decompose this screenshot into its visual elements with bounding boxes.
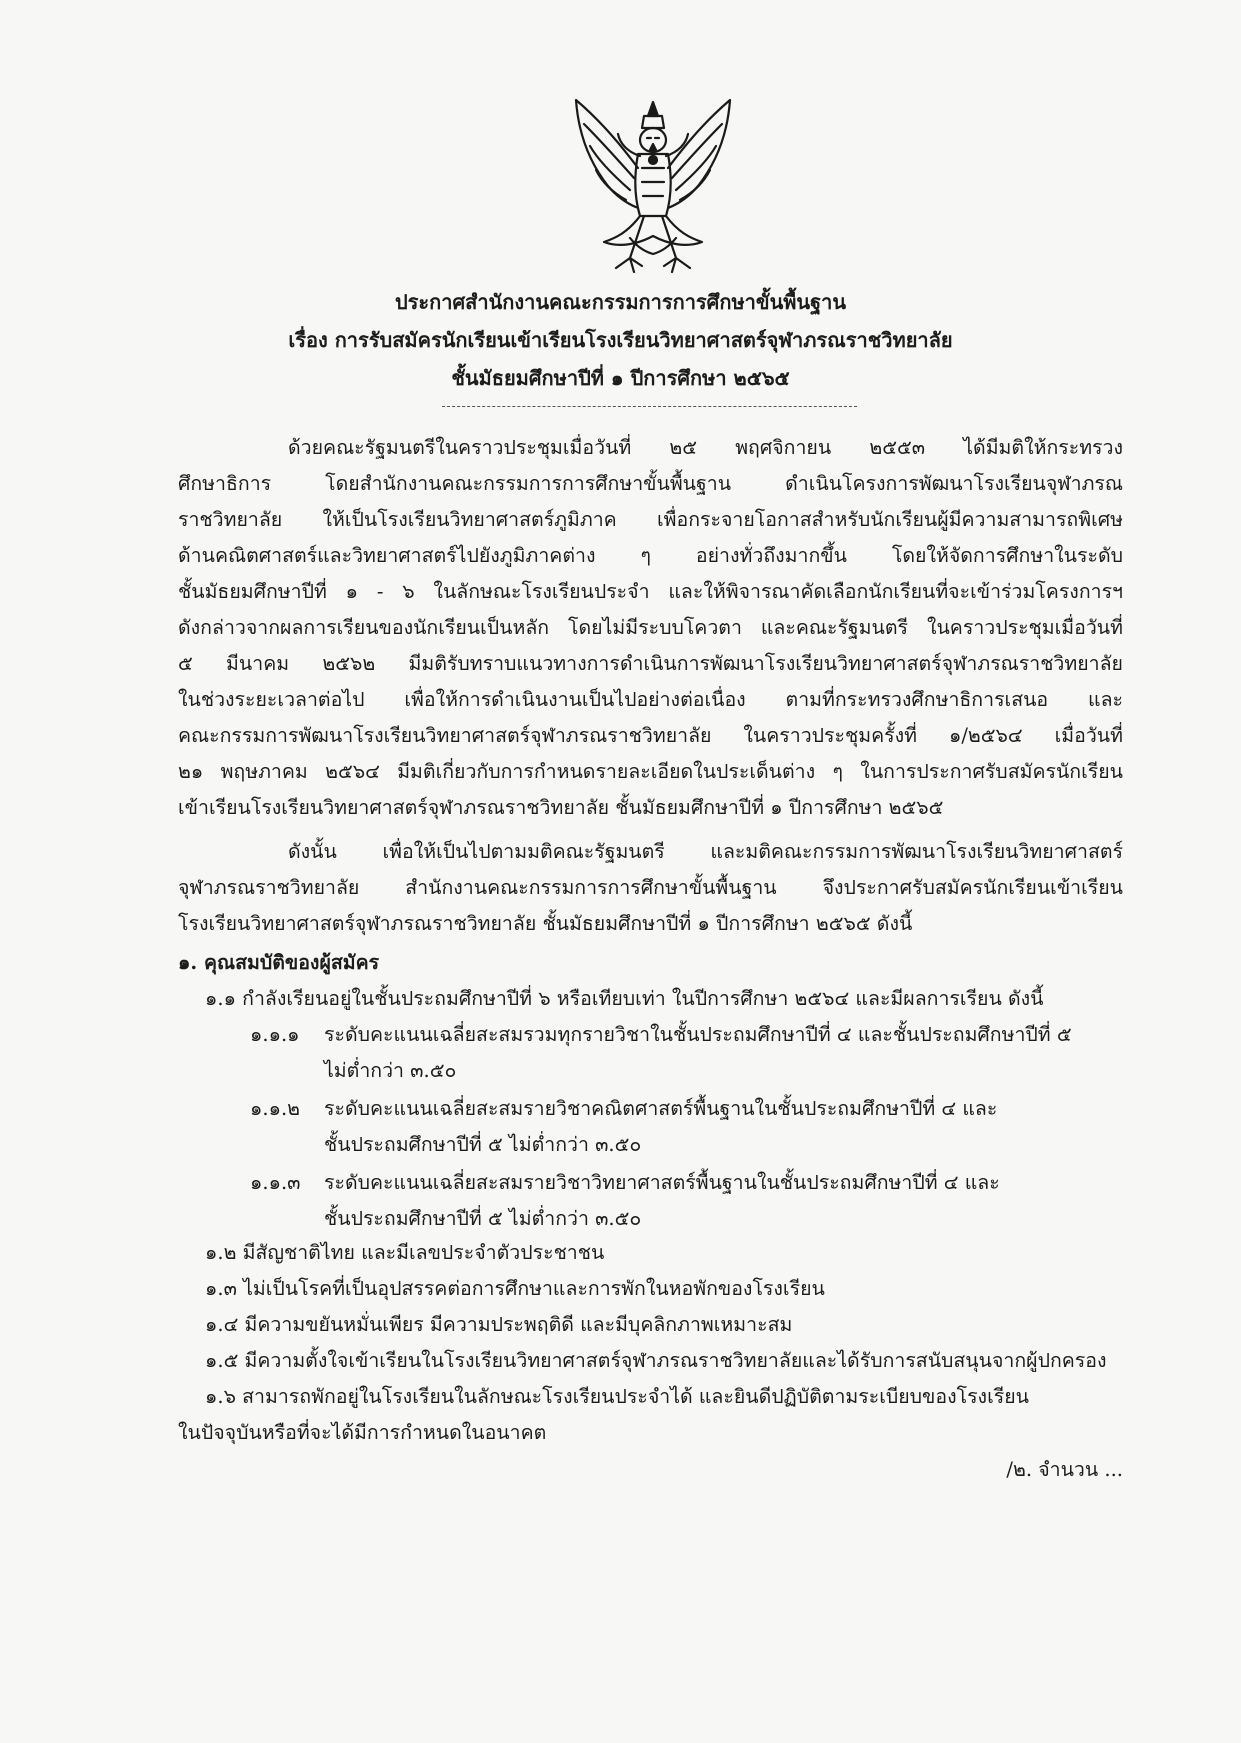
- paragraph-line: จุฬาภรณราชวิทยาลัย สำนักงานคณะกรรมการการศึกษาขั้นพื้นฐาน จึงประกาศรับสมัครนักเรียนเข้าเรียน: [178, 876, 1123, 899]
- announcement-title: [0, 283, 1241, 397]
- item-1-2: ๑.๒ มีสัญชาติไทย และมีเลขประจำตัวประชาชน: [205, 1241, 605, 1264]
- subitem-line: ไม่ต่ำกว่า ๓.๕๐: [324, 1059, 457, 1082]
- paragraph-line: ศึกษาธิการ โดยสำนักงานคณะกรรมการการศึกษาขั้นพื้นฐาน ดำเนินโครงการพัฒนาโรงเรียนจุฬาภรณ: [178, 472, 1123, 495]
- paragraph-line: ๒๑ พฤษภาคม ๒๕๖๔ มีมติเกี่ยวกับการกำหนดรายละเอียดในประเด็นต่าง ๆ ในการประกาศรับสมัครนักเรียน: [178, 760, 1123, 783]
- item-1-4: ๑.๔ มีความขยันหมั่นเพียร มีความประพฤติดี และมีบุคลิกภาพเหมาะสม: [205, 1313, 793, 1336]
- subitem-line: ระดับคะแนนเฉลี่ยสะสมรายวิชาคณิตศาสตร์พื้นฐานในชั้นประถมศึกษาปีที่ ๔ และ: [324, 1097, 998, 1120]
- subitem-number: ๑.๑.๒: [250, 1097, 301, 1120]
- item-1-3: ๑.๓ ไม่เป็นโรคที่เป็นอุปสรรคต่อการศึกษาและการพักในหอพักของโรงเรียน: [205, 1277, 825, 1300]
- section-heading-qualifications: ๑. คุณสมบัติของผู้สมัคร: [178, 951, 380, 974]
- paragraph-line: เข้าเรียนโรงเรียนวิทยาศาสตร์จุฬาภรณราชวิทยาลัย ชั้นมัธยมศึกษาปีที่ ๑ ปีการศึกษา ๒๕๖๕: [178, 796, 944, 819]
- subitem-line: ระดับคะแนนเฉลี่ยสะสมรวมทุกรายวิชาในชั้นประถมศึกษาปีที่ ๔ และชั้นประถมศึกษาปีที่ ๕: [324, 1023, 1072, 1046]
- paragraph-line: คณะกรรมการพัฒนาโรงเรียนวิทยาศาสตร์จุฬาภรณราชวิทยาลัย ในคราวประชุมครั้งที่ ๑/๒๕๖๔ เมื่อวันที่: [178, 724, 1123, 747]
- paragraph-line: ๕ มีนาคม ๒๕๖๒ มีมติรับทราบแนวทางการดำเนินการพัฒนาโรงเรียนวิทยาศาสตร์จุฬาภรณราชวิทยาลัย: [178, 652, 1123, 675]
- paragraph-line: ด้วยคณะรัฐมนตรีในคราวประชุมเมื่อวันที่ ๒๕ พฤศจิกายน ๒๕๕๓ ได้มีมติให้กระทรวง: [288, 436, 1123, 459]
- item-1-5: ๑.๕ มีความตั้งใจเข้าเรียนในโรงเรียนวิทยาศาสตร์จุฬาภรณราชวิทยาลัยและได้รับการสนับสนุนจากผู้ปกครอง: [205, 1349, 1107, 1372]
- paragraph-line: ด้านคณิตศาสตร์และวิทยาศาสตร์ไปยังภูมิภาคต่าง ๆ อย่างทั่วถึงมากขึ้น โดยให้จัดการศึกษาในระดับ: [178, 544, 1123, 567]
- page-continuation: /๒. จำนวน ...: [1006, 1458, 1123, 1481]
- paragraph-line: ราชวิทยาลัย ให้เป็นโรงเรียนวิทยาศาสตร์ภูมิภาค เพื่อกระจายโอกาสสำหรับนักเรียนผู้มีความสามารถพิเศษ: [178, 508, 1123, 531]
- dashed-divider: [442, 406, 857, 407]
- title-line-1: ประกาศสำนักงานคณะกรรมการการศึกษาขั้นพื้นฐาน: [394, 290, 847, 314]
- item-1-6-continued: ในปัจจุบันหรือที่จะได้มีการกำหนดในอนาคต: [178, 1421, 547, 1444]
- subitem-line: ชั้นประถมศึกษาปีที่ ๕ ไม่ต่ำกว่า ๓.๕๐: [324, 1207, 642, 1230]
- paragraph-line: ดังนั้น เพื่อให้เป็นไปตามมติคณะรัฐมนตรี และมติคณะกรรมการพัฒนาโรงเรียนวิทยาศาสตร์: [288, 840, 1123, 863]
- paragraph-announcement: [178, 834, 1123, 942]
- subitem-number: ๑.๑.๓: [250, 1171, 301, 1194]
- item-1-6: ๑.๖ สามารถพักอยู่ในโรงเรียนในลักษณะโรงเรียนประจำได้ และยินดีปฏิบัติตามระเบียบของโรงเรียน: [205, 1385, 1029, 1408]
- paragraph-line: ชั้นมัธยมศึกษาปีที่ ๑ - ๖ ในลักษณะโรงเรียนประจำ และให้พิจารณาคัดเลือกนักเรียนที่จะเข้าร่วมโครงการฯ: [178, 580, 1123, 603]
- paragraph-line: ดังกล่าวจากผลการเรียนของนักเรียนเป็นหลัก โดยไม่มีระบบโควตา และคณะรัฐมนตรี ในคราวประชุมเมื่อวันที่: [178, 616, 1123, 639]
- paragraph-background: [178, 430, 1123, 826]
- subitem-line: ชั้นประถมศึกษาปีที่ ๕ ไม่ต่ำกว่า ๓.๕๐: [324, 1133, 642, 1156]
- paragraph-line: โรงเรียนวิทยาศาสตร์จุฬาภรณราชวิทยาลัย ชั้นมัธยมศึกษาปีที่ ๑ ปีการศึกษา ๒๕๖๕ ดังนี้: [178, 912, 913, 935]
- paragraph-line: ในช่วงระยะเวลาต่อไป เพื่อให้การดำเนินงานเป็นไปอย่างต่อเนื่อง ตามที่กระทรวงศึกษาธิการเสนอ และ: [178, 688, 1123, 711]
- subitem-line: ระดับคะแนนเฉลี่ยสะสมรายวิชาวิทยาศาสตร์พื้นฐานในชั้นประถมศึกษาปีที่ ๔ และ: [324, 1171, 1000, 1194]
- subitem-number: ๑.๑.๑: [250, 1023, 300, 1046]
- title-line-3: ชั้นมัธยมศึกษาปีที่ ๑ ปีการศึกษา ๒๕๖๕: [451, 366, 790, 390]
- title-line-2: เรื่อง การรับสมัครนักเรียนเข้าเรียนโรงเรียนวิทยาศาสตร์จุฬาภรณราชวิทยาลัย: [288, 328, 953, 352]
- item-1-1: ๑.๑ กำลังเรียนอยู่ในชั้นประถมศึกษาปีที่ ๖ หรือเทียบเท่า ในปีการศึกษา ๒๕๖๔ และมีผลการเรียน ดังนี้: [205, 987, 1044, 1010]
- garuda-emblem-icon: [568, 98, 738, 276]
